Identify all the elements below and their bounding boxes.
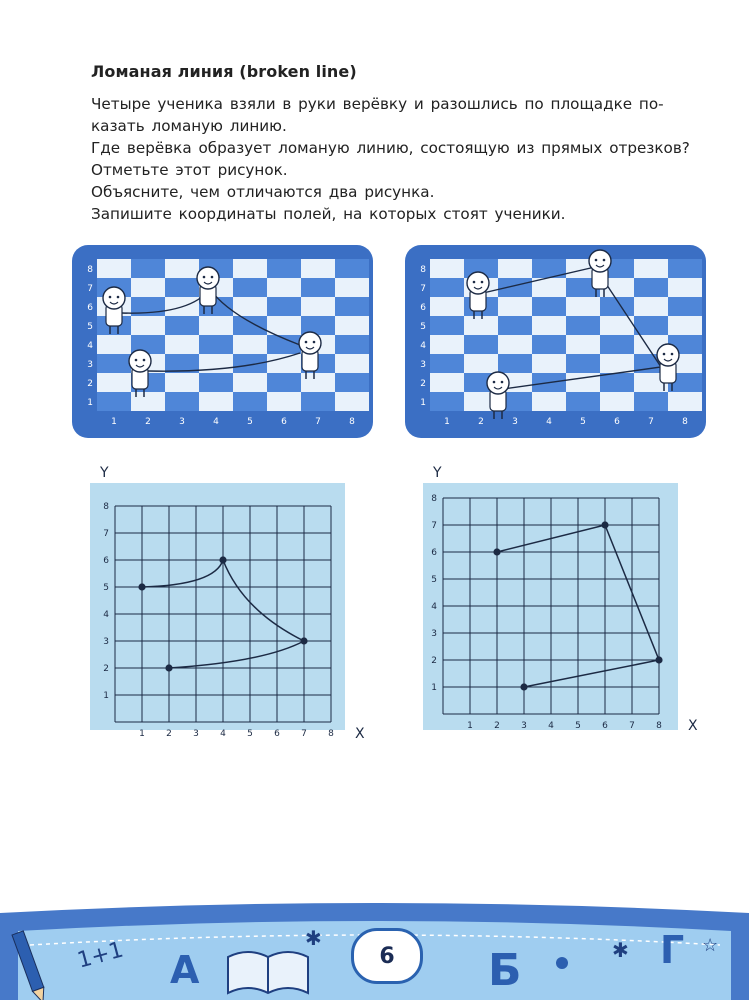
board-square bbox=[600, 392, 634, 411]
board-row-label: 5 bbox=[420, 322, 426, 332]
board-row-label: 7 bbox=[87, 284, 93, 294]
star-doodle: ☆ bbox=[702, 935, 719, 956]
y-tick-label: 8 bbox=[103, 502, 109, 512]
board-square bbox=[600, 354, 634, 373]
board-square bbox=[301, 297, 335, 316]
y-tick-label: 7 bbox=[103, 529, 109, 539]
board-square bbox=[498, 297, 532, 316]
board-square bbox=[600, 373, 634, 392]
x-tick-label: 3 bbox=[193, 729, 199, 739]
x-tick-label: 6 bbox=[602, 721, 608, 731]
board-col-label: 1 bbox=[444, 417, 450, 427]
star-doodle: ✱ bbox=[612, 938, 629, 962]
y-tick-label: 8 bbox=[431, 494, 437, 504]
data-point bbox=[165, 664, 172, 671]
x-tick-label: 8 bbox=[328, 729, 334, 739]
board-square bbox=[301, 278, 335, 297]
board-col-label: 2 bbox=[478, 417, 484, 427]
x-tick-label: 5 bbox=[575, 721, 581, 731]
board-col-label: 5 bbox=[580, 417, 586, 427]
x-tick-label: 2 bbox=[166, 729, 172, 739]
x-tick-label: 7 bbox=[629, 721, 635, 731]
board-square bbox=[634, 297, 668, 316]
board-square bbox=[634, 278, 668, 297]
board-square bbox=[199, 373, 233, 392]
board-row-label: 4 bbox=[420, 341, 426, 351]
board-square bbox=[335, 392, 369, 411]
board-col-label: 6 bbox=[614, 417, 620, 427]
board-square bbox=[165, 373, 199, 392]
board-square bbox=[498, 259, 532, 278]
letter-g-doodle: Г bbox=[660, 928, 685, 972]
board-square bbox=[97, 392, 131, 411]
formula-doodle: 1+1 bbox=[74, 937, 127, 974]
star-doodle: ✱ bbox=[305, 926, 322, 950]
board-col-label: 7 bbox=[648, 417, 654, 427]
board-square bbox=[267, 392, 301, 411]
board-square bbox=[430, 316, 464, 335]
x-tick-label: 4 bbox=[548, 721, 554, 731]
task-line-6: Запишите координаты полей, на которых стоят ученики. bbox=[91, 205, 566, 223]
data-point bbox=[520, 683, 527, 690]
book-icon bbox=[228, 952, 308, 993]
page-number: 6 bbox=[351, 928, 423, 984]
data-point bbox=[601, 521, 608, 528]
x-tick-label: 7 bbox=[301, 729, 307, 739]
board-square bbox=[267, 354, 301, 373]
board-square bbox=[532, 297, 566, 316]
section-title: Ломаная линия (broken line) bbox=[91, 62, 357, 81]
task-line-4: Отметьте этот рисунок. bbox=[91, 161, 288, 179]
board-square bbox=[634, 259, 668, 278]
board-row-label: 3 bbox=[420, 360, 426, 370]
board-col-label: 3 bbox=[179, 417, 185, 427]
board-square bbox=[566, 316, 600, 335]
board-square bbox=[97, 373, 131, 392]
board-square bbox=[165, 278, 199, 297]
board-square bbox=[131, 316, 165, 335]
board-square bbox=[97, 259, 131, 278]
plot-background bbox=[90, 483, 345, 730]
board-col-label: 2 bbox=[145, 417, 151, 427]
board-square bbox=[430, 297, 464, 316]
board-square bbox=[199, 392, 233, 411]
board-square bbox=[430, 278, 464, 297]
x-tick-label: 2 bbox=[494, 721, 500, 731]
board-square bbox=[233, 278, 267, 297]
x-tick-label: 3 bbox=[521, 721, 527, 731]
board-square bbox=[233, 392, 267, 411]
board-square bbox=[335, 278, 369, 297]
y-tick-label: 5 bbox=[431, 575, 437, 585]
board-col-label: 7 bbox=[315, 417, 321, 427]
board-square bbox=[301, 392, 335, 411]
y-tick-label: 4 bbox=[103, 610, 109, 620]
board-square bbox=[131, 278, 165, 297]
board-row-label: 2 bbox=[420, 379, 426, 389]
board-square bbox=[464, 354, 498, 373]
board-square bbox=[199, 335, 233, 354]
y-tick-label: 1 bbox=[103, 691, 109, 701]
board-square bbox=[498, 316, 532, 335]
board-col-label: 4 bbox=[213, 417, 219, 427]
dot-doodle bbox=[556, 957, 568, 969]
board-square bbox=[165, 392, 199, 411]
board-square bbox=[165, 316, 199, 335]
board-square bbox=[165, 335, 199, 354]
board-square bbox=[335, 354, 369, 373]
board-square bbox=[566, 392, 600, 411]
board-col-label: 8 bbox=[349, 417, 355, 427]
data-point bbox=[493, 548, 500, 555]
x-tick-label: 8 bbox=[656, 721, 662, 731]
data-point bbox=[219, 556, 226, 563]
board-illustration-right bbox=[403, 243, 708, 440]
x-tick-label: 1 bbox=[139, 729, 145, 739]
letter-a-doodle: A bbox=[170, 948, 200, 992]
board-col-label: 5 bbox=[247, 417, 253, 427]
task-line-2: казать ломаную линию. bbox=[91, 117, 287, 135]
board-square bbox=[335, 297, 369, 316]
board-square bbox=[532, 354, 566, 373]
board-square bbox=[233, 373, 267, 392]
board-row-label: 6 bbox=[420, 303, 426, 313]
board-square bbox=[634, 316, 668, 335]
x-tick-label: 1 bbox=[467, 721, 473, 731]
board-row-label: 5 bbox=[87, 322, 93, 332]
board-square bbox=[165, 259, 199, 278]
task-text bbox=[91, 62, 711, 225]
board-row-label: 7 bbox=[420, 284, 426, 294]
data-point bbox=[138, 583, 145, 590]
board-square bbox=[267, 278, 301, 297]
board-square bbox=[532, 316, 566, 335]
x-axis-label: X bbox=[355, 726, 365, 742]
board-square bbox=[301, 259, 335, 278]
board-row-label: 8 bbox=[87, 265, 93, 275]
board-square bbox=[498, 354, 532, 373]
board-square bbox=[532, 335, 566, 354]
board-row-label: 6 bbox=[87, 303, 93, 313]
board-square bbox=[668, 278, 702, 297]
y-axis-label: Y bbox=[100, 465, 109, 481]
board-square bbox=[267, 316, 301, 335]
board-square bbox=[498, 278, 532, 297]
task-line-5: Объясните, чем отличаются два рисунка. bbox=[91, 183, 435, 201]
board-square bbox=[97, 335, 131, 354]
x-tick-label: 6 bbox=[274, 729, 280, 739]
board-square bbox=[600, 335, 634, 354]
coordinate-plot-curved bbox=[88, 465, 368, 745]
board-square bbox=[335, 316, 369, 335]
board-square bbox=[464, 316, 498, 335]
board-square bbox=[233, 335, 267, 354]
board-square bbox=[668, 392, 702, 411]
board-square bbox=[566, 335, 600, 354]
task-line-3: Где верёвка образует ломаную линию, состоящую из прямых отрезков? bbox=[91, 139, 690, 157]
y-tick-label: 7 bbox=[431, 521, 437, 531]
board-square bbox=[430, 335, 464, 354]
board-square bbox=[430, 354, 464, 373]
y-tick-label: 2 bbox=[431, 656, 437, 666]
y-tick-label: 4 bbox=[431, 602, 437, 612]
board-illustration-left bbox=[70, 243, 375, 440]
board-square bbox=[566, 354, 600, 373]
board-square bbox=[97, 354, 131, 373]
board-row-label: 1 bbox=[87, 398, 93, 408]
y-tick-label: 6 bbox=[103, 556, 109, 566]
x-tick-label: 4 bbox=[220, 729, 226, 739]
board-square bbox=[498, 335, 532, 354]
board-square bbox=[668, 316, 702, 335]
board-square bbox=[634, 392, 668, 411]
board-square bbox=[430, 392, 464, 411]
y-tick-label: 2 bbox=[103, 664, 109, 674]
board-col-label: 1 bbox=[111, 417, 117, 427]
board-col-label: 8 bbox=[682, 417, 688, 427]
x-tick-label: 5 bbox=[247, 729, 253, 739]
board-col-label: 6 bbox=[281, 417, 287, 427]
board-square bbox=[335, 335, 369, 354]
board-square bbox=[267, 373, 301, 392]
board-square bbox=[566, 297, 600, 316]
letter-b-doodle: Б bbox=[488, 945, 522, 996]
board-square bbox=[532, 392, 566, 411]
data-point bbox=[655, 656, 662, 663]
board-square bbox=[233, 297, 267, 316]
y-tick-label: 5 bbox=[103, 583, 109, 593]
y-tick-label: 6 bbox=[431, 548, 437, 558]
board-square bbox=[233, 259, 267, 278]
y-tick-label: 3 bbox=[103, 637, 109, 647]
board-square bbox=[430, 259, 464, 278]
y-tick-label: 1 bbox=[431, 683, 437, 693]
board-col-label: 4 bbox=[546, 417, 552, 427]
task-line-1: Четыре ученика взяли в руки верёвку и разошлись по площадке по- bbox=[91, 95, 664, 113]
board-row-label: 8 bbox=[420, 265, 426, 275]
board-square bbox=[430, 373, 464, 392]
board-square bbox=[199, 316, 233, 335]
board-square bbox=[335, 373, 369, 392]
coordinate-plot-broken-line bbox=[413, 465, 698, 745]
board-square bbox=[464, 335, 498, 354]
data-point bbox=[300, 637, 307, 644]
board-square bbox=[267, 259, 301, 278]
board-square bbox=[233, 316, 267, 335]
x-axis-label: X bbox=[688, 718, 698, 734]
board-row-label: 2 bbox=[87, 379, 93, 389]
board-square bbox=[668, 259, 702, 278]
y-tick-label: 3 bbox=[431, 629, 437, 639]
board-col-label: 3 bbox=[512, 417, 518, 427]
board-square bbox=[267, 297, 301, 316]
board-row-label: 4 bbox=[87, 341, 93, 351]
y-axis-label: Y bbox=[433, 465, 442, 481]
board-square bbox=[131, 259, 165, 278]
board-row-label: 3 bbox=[87, 360, 93, 370]
board-row-label: 1 bbox=[420, 398, 426, 408]
board-square bbox=[335, 259, 369, 278]
board-square bbox=[668, 297, 702, 316]
